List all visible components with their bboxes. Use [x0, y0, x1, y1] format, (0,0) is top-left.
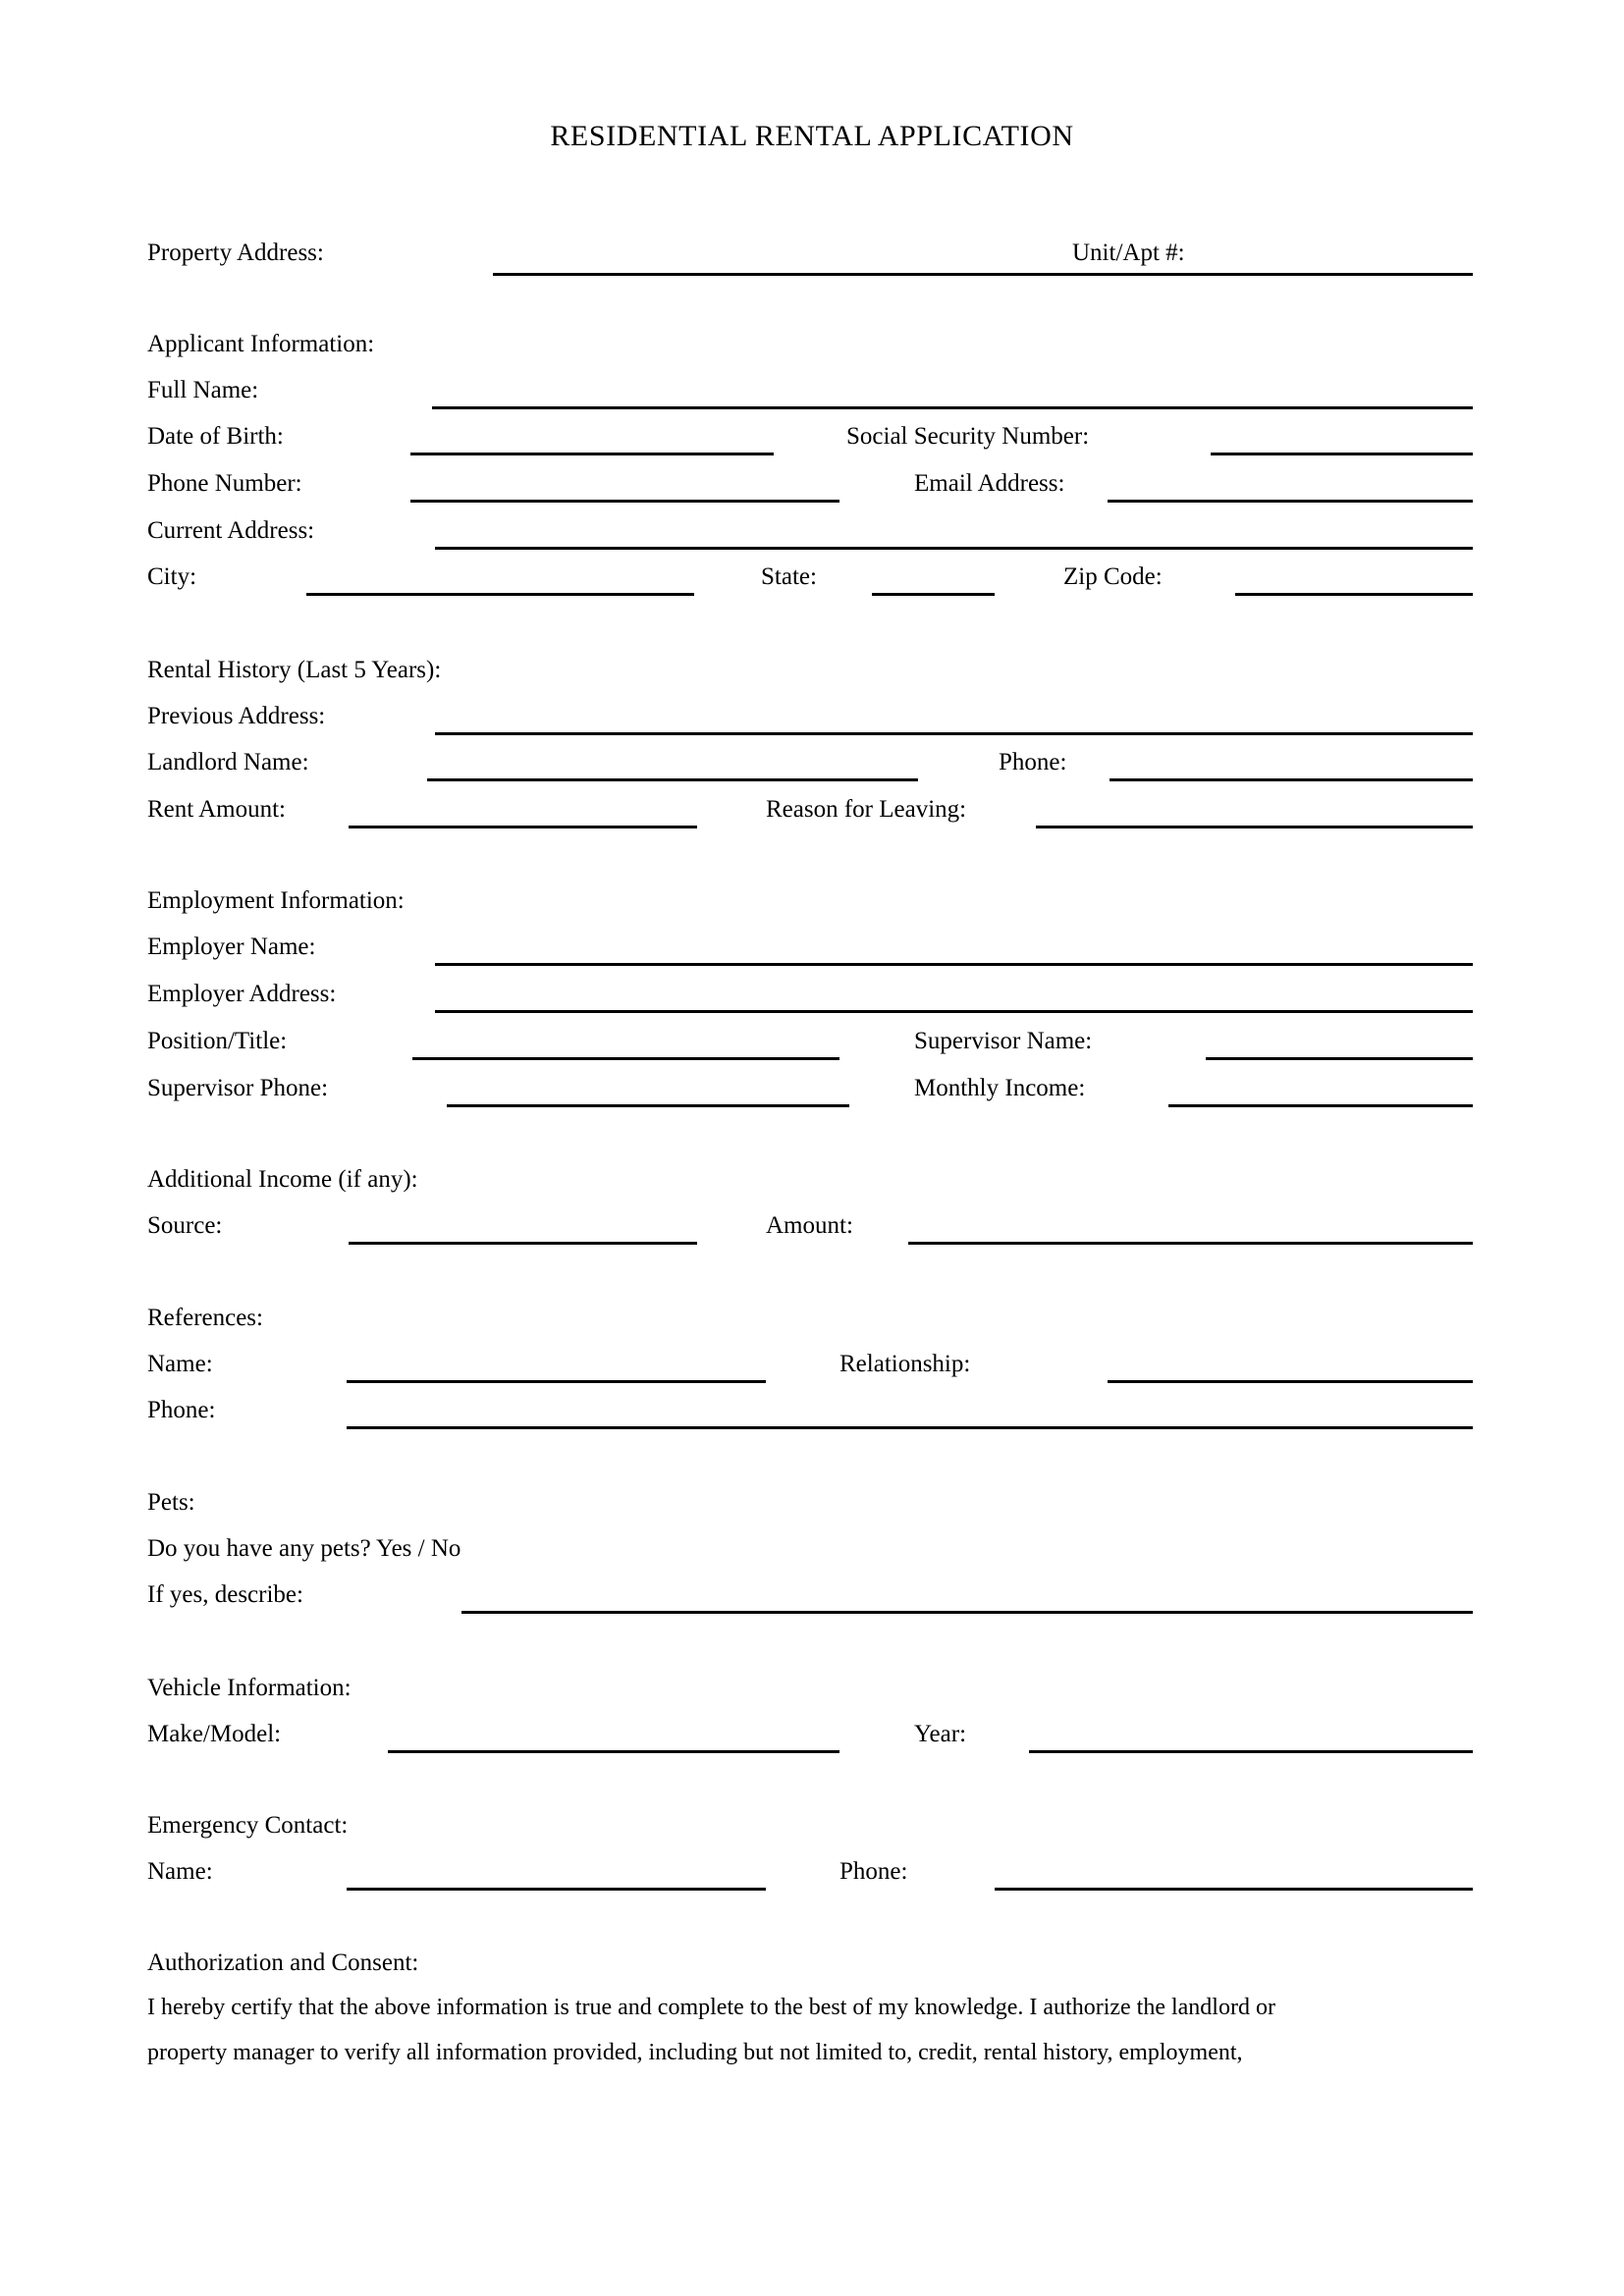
additional-income-heading: Additional Income (if any): [147, 1166, 418, 1193]
city-label: City: [147, 563, 197, 590]
authorization-paragraph-line-1: I hereby certify that the above information is true and complete to the best of my knowledge. I authorize the landlord or [147, 1995, 1275, 2020]
property-address-input-line[interactable] [493, 273, 1473, 276]
position-title-input-line[interactable] [412, 1057, 839, 1060]
employer-address-label: Employer Address: [147, 981, 337, 1007]
employer-address-input-line[interactable] [435, 1010, 1473, 1013]
pets-heading: Pets: [147, 1489, 195, 1516]
authorization-heading: Authorization and Consent: [147, 1949, 419, 1976]
zip-code-input-line[interactable] [1235, 593, 1473, 596]
date-of-birth-label: Date of Birth: [147, 423, 284, 450]
supervisor-phone-label: Supervisor Phone: [147, 1075, 329, 1101]
reference-relationship-label: Relationship: [839, 1351, 971, 1377]
employer-name-input-line[interactable] [435, 963, 1473, 966]
page-title: RESIDENTIAL RENTAL APPLICATION [550, 120, 1074, 152]
position-title-label: Position/Title: [147, 1028, 288, 1054]
references-heading: References: [147, 1305, 263, 1331]
emergency-contact-phone-input-line[interactable] [995, 1888, 1473, 1891]
state-label: State: [761, 563, 817, 590]
income-source-input-line[interactable] [349, 1242, 697, 1245]
reason-for-leaving-label: Reason for Leaving: [766, 796, 967, 823]
emergency-contact-name-label: Name: [147, 1858, 213, 1885]
social-security-number-label: Social Security Number: [846, 423, 1090, 450]
full-name-label: Full Name: [147, 377, 259, 403]
monthly-income-input-line[interactable] [1168, 1104, 1473, 1107]
email-address-label: Email Address: [914, 470, 1065, 497]
rent-amount-label: Rent Amount: [147, 796, 286, 823]
applicant-information-heading: Applicant Information: [147, 331, 375, 357]
landlord-name-input-line[interactable] [427, 778, 918, 781]
employment-information-heading: Employment Information: [147, 887, 405, 914]
pets-describe-label: If yes, describe: [147, 1581, 303, 1608]
previous-address-input-line[interactable] [435, 732, 1473, 735]
landlord-name-label: Landlord Name: [147, 749, 309, 775]
vehicle-make-model-input-line[interactable] [388, 1750, 839, 1753]
vehicle-year-input-line[interactable] [1029, 1750, 1473, 1753]
landlord-phone-label: Phone: [999, 749, 1067, 775]
employer-name-label: Employer Name: [147, 934, 316, 960]
emergency-contact-heading: Emergency Contact: [147, 1812, 349, 1839]
full-name-input-line[interactable] [432, 406, 1473, 409]
vehicle-make-model-label: Make/Model: [147, 1721, 282, 1747]
income-source-label: Source: [147, 1212, 223, 1239]
reference-name-label: Name: [147, 1351, 213, 1377]
reference-relationship-input-line[interactable] [1108, 1380, 1473, 1383]
property-address-label: Property Address: [147, 240, 324, 266]
email-address-input-line[interactable] [1108, 500, 1473, 503]
previous-address-label: Previous Address: [147, 703, 326, 729]
reference-name-input-line[interactable] [347, 1380, 766, 1383]
income-amount-label: Amount: [766, 1212, 853, 1239]
date-of-birth-input-line[interactable] [410, 453, 774, 455]
reason-for-leaving-input-line[interactable] [1036, 826, 1473, 828]
emergency-contact-name-input-line[interactable] [347, 1888, 766, 1891]
vehicle-year-label: Year: [914, 1721, 967, 1747]
state-input-line[interactable] [872, 593, 995, 596]
current-address-label: Current Address: [147, 517, 315, 544]
social-security-number-input-line[interactable] [1211, 453, 1473, 455]
pets-describe-input-line[interactable] [461, 1611, 1473, 1614]
income-amount-input-line[interactable] [908, 1242, 1473, 1245]
unit-apt-label: Unit/Apt #: [1072, 240, 1185, 266]
landlord-phone-input-line[interactable] [1110, 778, 1473, 781]
reference-phone-input-line[interactable] [347, 1426, 1473, 1429]
pets-question-label: Do you have any pets? Yes / No [147, 1535, 461, 1562]
supervisor-name-label: Supervisor Name: [914, 1028, 1093, 1054]
vehicle-information-heading: Vehicle Information: [147, 1675, 352, 1701]
rental-history-heading: Rental History (Last 5 Years): [147, 657, 442, 683]
emergency-contact-phone-label: Phone: [839, 1858, 908, 1885]
supervisor-phone-input-line[interactable] [447, 1104, 849, 1107]
current-address-input-line[interactable] [435, 547, 1473, 550]
zip-code-label: Zip Code: [1063, 563, 1163, 590]
authorization-paragraph-line-2: property manager to verify all information provided, including but not limited to, credit, rental history, employment, [147, 2040, 1243, 2065]
phone-number-label: Phone Number: [147, 470, 302, 497]
rent-amount-input-line[interactable] [349, 826, 697, 828]
city-input-line[interactable] [306, 593, 694, 596]
reference-phone-label: Phone: [147, 1397, 216, 1423]
monthly-income-label: Monthly Income: [914, 1075, 1086, 1101]
phone-number-input-line[interactable] [410, 500, 839, 503]
supervisor-name-input-line[interactable] [1206, 1057, 1473, 1060]
